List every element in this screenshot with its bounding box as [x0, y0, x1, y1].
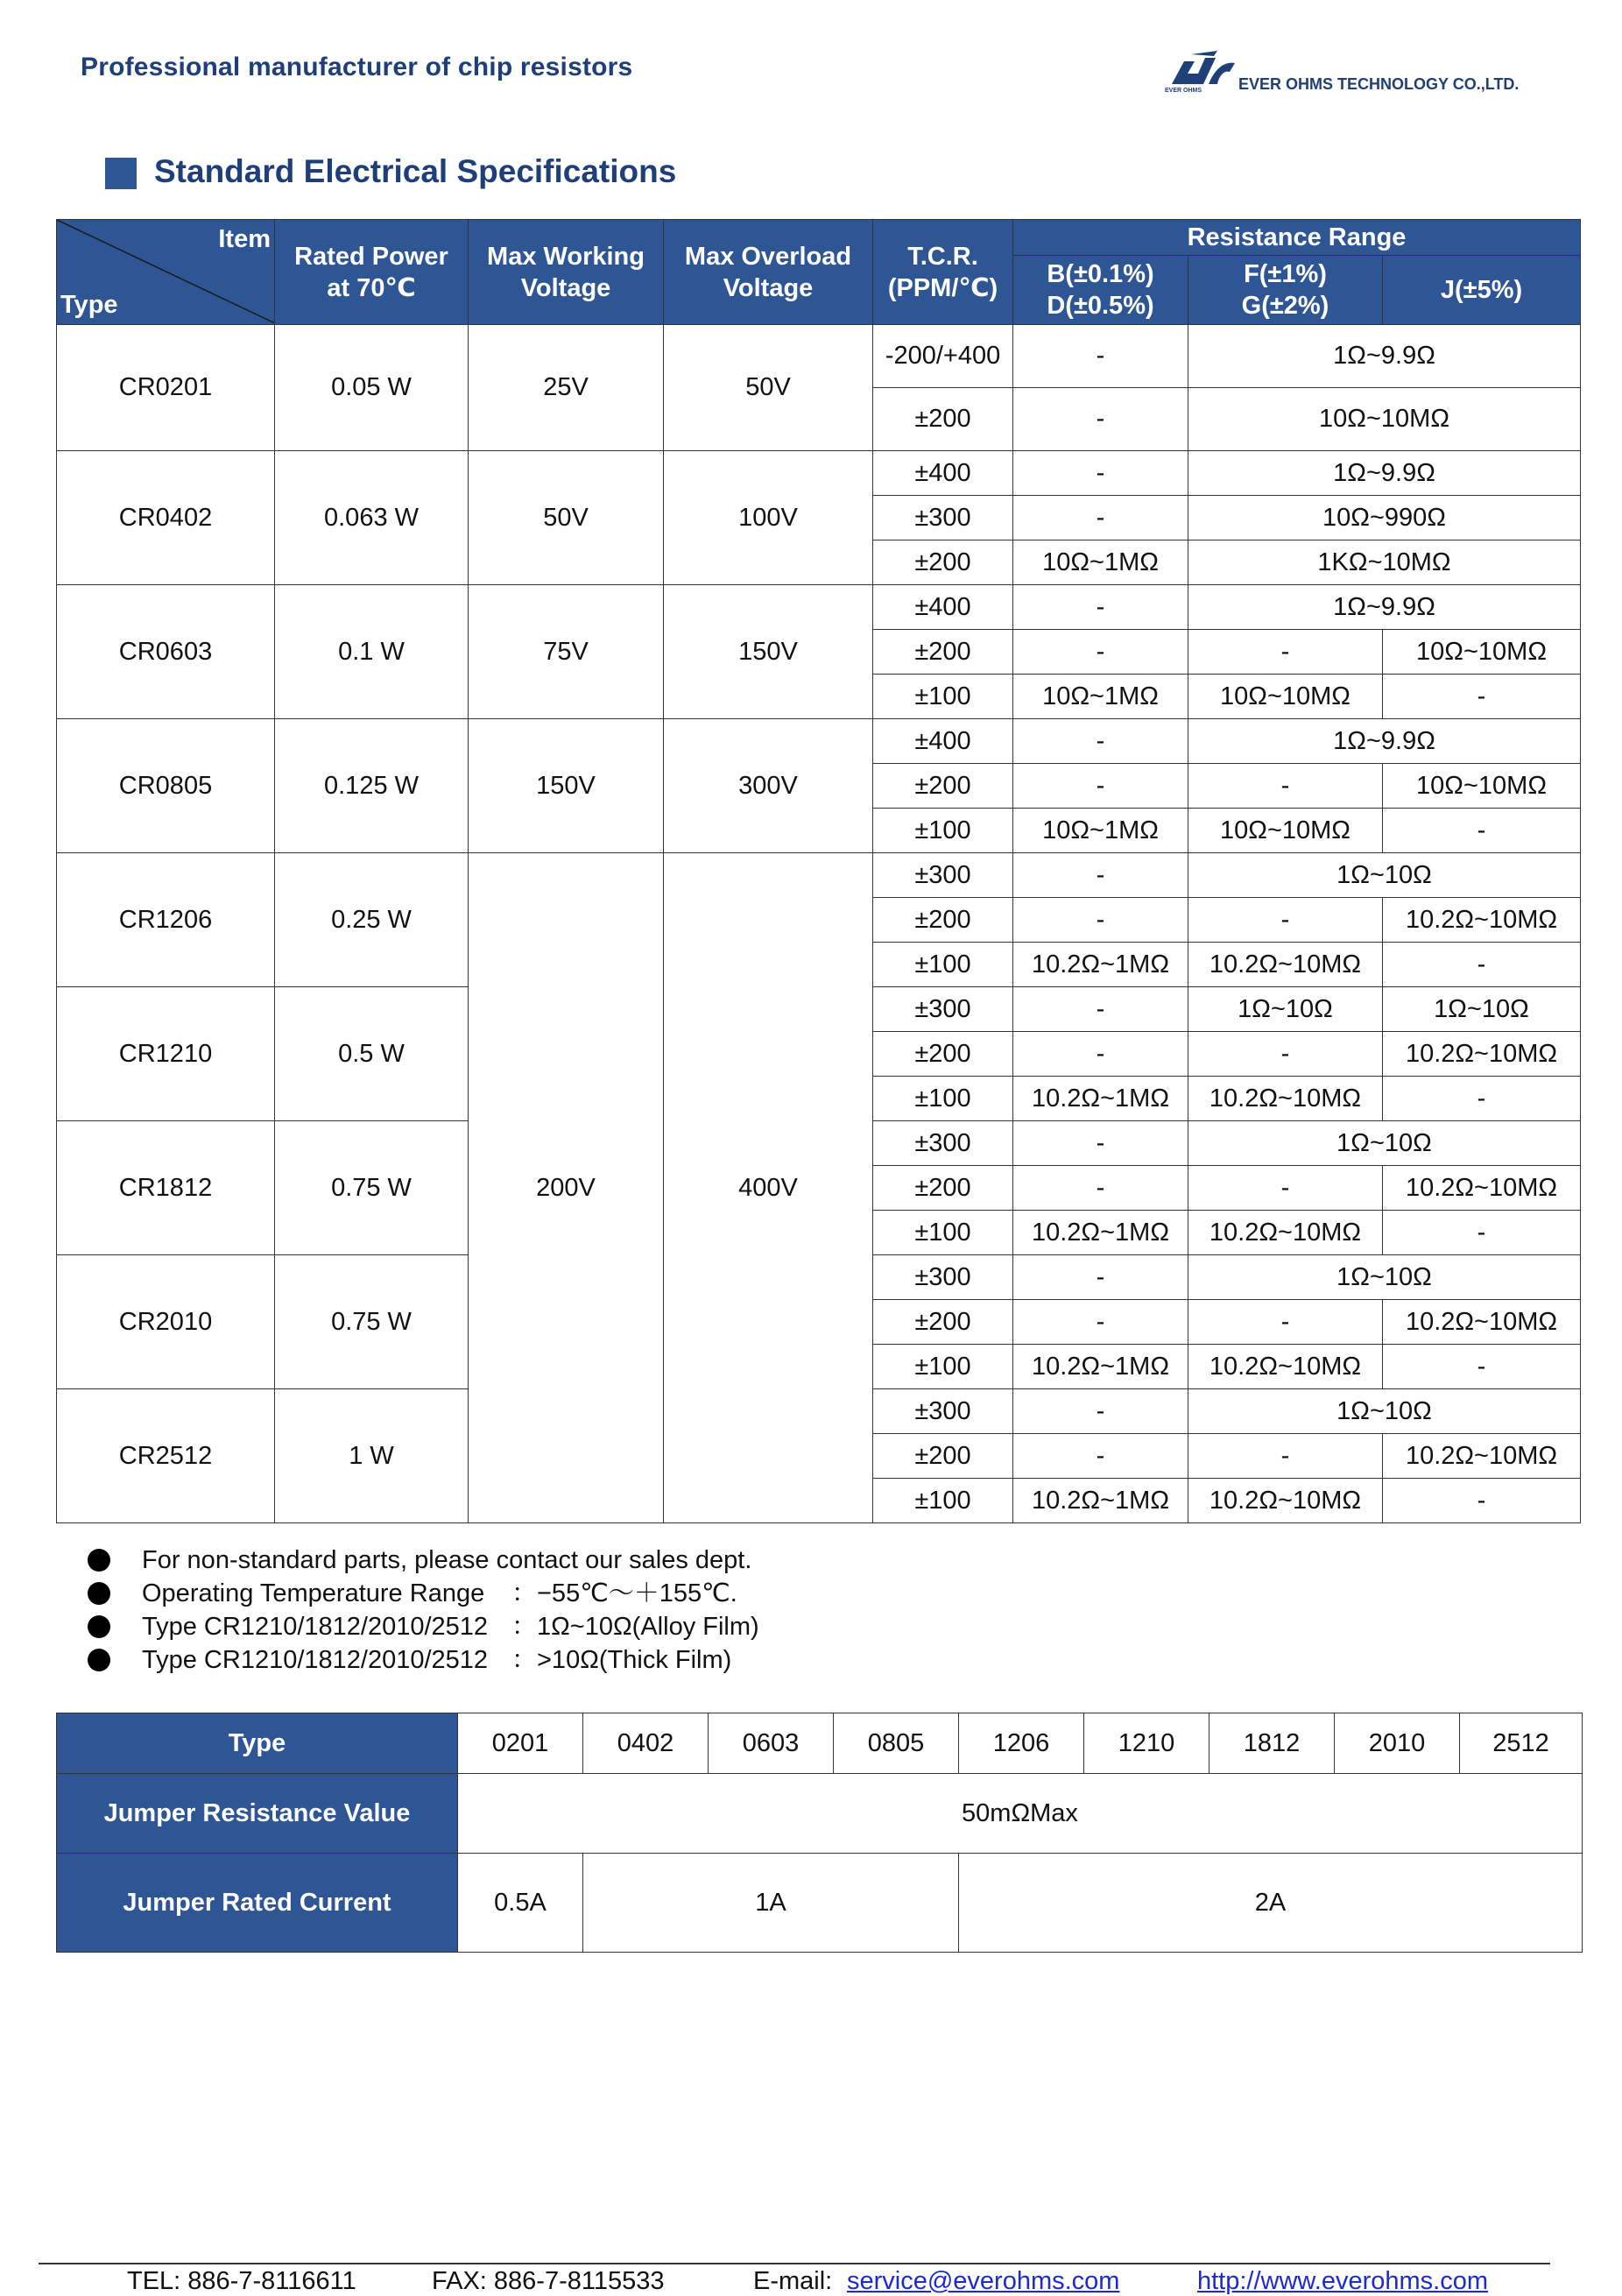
rated-power-cell: 0.75 W: [275, 1121, 469, 1255]
item-type-header: [57, 220, 275, 325]
jumper-resistance-row: [57, 1774, 1583, 1854]
tcr-cell: ±100: [873, 809, 1013, 853]
tcr-cell: ±300: [873, 853, 1013, 898]
type-cell: CR2512: [57, 1389, 275, 1523]
resistance-j-cell: 1Ω~10Ω: [1383, 987, 1581, 1032]
resistance-b-d-cell: -: [1013, 325, 1188, 388]
header-max-working-voltage: Max Working Voltage: [469, 220, 664, 325]
max-working-voltage-cell: 200V: [469, 853, 664, 1523]
rated-power-cell: 1 W: [275, 1389, 469, 1523]
jumper-size-cell: 2010: [1335, 1713, 1460, 1774]
jumper-current-cell: 2A: [959, 1854, 1583, 1953]
resistance-f-g-j-cell: 1Ω~10Ω: [1188, 1389, 1581, 1434]
resistance-f-g-cell: -: [1188, 1166, 1383, 1211]
header-tolerance-j: J(±5%): [1383, 256, 1581, 325]
resistance-j-cell: 10Ω~10MΩ: [1383, 630, 1581, 675]
resistance-f-g-cell: -: [1188, 764, 1383, 809]
jumper-size-cell: 0603: [709, 1713, 834, 1774]
resistance-b-d-cell: 10.2Ω~1MΩ: [1013, 1077, 1188, 1121]
max-working-voltage-cell: 25V: [469, 325, 664, 451]
resistance-f-g-cell: -: [1188, 1300, 1383, 1345]
resistance-f-g-cell: 10.2Ω~10MΩ: [1188, 1077, 1383, 1121]
tcr-cell: ±300: [873, 1389, 1013, 1434]
footer-divider: [39, 2263, 1550, 2264]
resistance-b-d-cell: 10Ω~1MΩ: [1013, 675, 1188, 719]
bullet-icon: [88, 1615, 110, 1638]
note-label: Type CR1210/1812/2010/2512: [142, 1613, 489, 1641]
jumper-current-label: Jumper Rated Current: [57, 1854, 458, 1953]
tcr-cell: ±100: [873, 1345, 1013, 1389]
tcr-cell: ±100: [873, 1479, 1013, 1523]
resistance-j-cell: -: [1383, 1211, 1581, 1255]
resistance-b-d-cell: -: [1013, 451, 1188, 496]
max-working-voltage-cell: 150V: [469, 719, 664, 853]
note-value: ：>10Ω(Thick Film): [511, 1646, 732, 1674]
resistance-f-g-cell: 1Ω~10Ω: [1188, 987, 1383, 1032]
resistance-j-cell: 10.2Ω~10MΩ: [1383, 898, 1581, 943]
resistance-j-cell: -: [1383, 675, 1581, 719]
spec-row: [57, 325, 1581, 388]
header-type: Type: [60, 291, 118, 319]
tcr-cell: ±200: [873, 630, 1013, 675]
resistance-f-g-j-cell: 1Ω~10Ω: [1188, 853, 1581, 898]
jumper-resistance-value: 50mΩMax: [458, 1774, 1583, 1854]
spec-row: [57, 585, 1581, 630]
max-overload-voltage-cell: 50V: [664, 325, 873, 451]
resistance-b-d-cell: -: [1013, 1434, 1188, 1479]
resistance-b-d-cell: -: [1013, 987, 1188, 1032]
resistance-f-g-j-cell: 1Ω~10Ω: [1188, 1121, 1581, 1166]
header-max-overload-voltage: Max Overload Voltage: [664, 220, 873, 325]
resistance-f-g-cell: 10.2Ω~10MΩ: [1188, 1345, 1383, 1389]
type-cell: CR2010: [57, 1255, 275, 1389]
resistance-b-d-cell: 10.2Ω~1MΩ: [1013, 1345, 1188, 1389]
resistance-b-d-cell: -: [1013, 1032, 1188, 1077]
tcr-cell: ±200: [873, 1300, 1013, 1345]
type-cell: CR0805: [57, 719, 275, 853]
type-cell: CR1210: [57, 987, 275, 1121]
resistance-j-cell: 10.2Ω~10MΩ: [1383, 1434, 1581, 1479]
jumper-current-cell: 0.5A: [458, 1854, 583, 1953]
rated-power-cell: 0.75 W: [275, 1255, 469, 1389]
resistance-j-cell: 10.2Ω~10MΩ: [1383, 1032, 1581, 1077]
spec-row: [57, 451, 1581, 496]
resistance-j-cell: -: [1383, 1077, 1581, 1121]
resistance-f-g-cell: 10.2Ω~10MΩ: [1188, 1479, 1383, 1523]
tcr-cell: ±200: [873, 1434, 1013, 1479]
note-value: ：1Ω~10Ω(Alloy Film): [511, 1613, 759, 1641]
jumper-size-cell: 0201: [458, 1713, 583, 1774]
max-overload-voltage-cell: 150V: [664, 585, 873, 719]
tcr-cell: ±200: [873, 898, 1013, 943]
footer-fax: FAX: 886-7-8115533: [432, 2267, 665, 2295]
resistance-f-g-cell: 10.2Ω~10MΩ: [1188, 1211, 1383, 1255]
resistance-b-d-cell: -: [1013, 719, 1188, 764]
resistance-j-cell: 10.2Ω~10MΩ: [1383, 1166, 1581, 1211]
note-label: Operating Temperature Range: [142, 1579, 485, 1607]
resistance-b-d-cell: 10.2Ω~1MΩ: [1013, 943, 1188, 987]
header-item: Item: [218, 225, 271, 253]
tcr-cell: ±300: [873, 1121, 1013, 1166]
resistance-f-g-j-cell: 1Ω~9.9Ω: [1188, 585, 1581, 630]
notes-list: [88, 1544, 759, 1677]
resistance-f-g-j-cell: 10Ω~990Ω: [1188, 496, 1581, 540]
resistance-f-g-j-cell: 1Ω~9.9Ω: [1188, 325, 1581, 388]
resistance-b-d-cell: 10Ω~1MΩ: [1013, 809, 1188, 853]
resistance-b-d-cell: 10.2Ω~1MΩ: [1013, 1479, 1188, 1523]
jumper-type-label: Type: [57, 1713, 458, 1774]
header-rated-power: Rated Power at 70℃: [275, 220, 469, 325]
resistance-b-d-cell: -: [1013, 630, 1188, 675]
tcr-cell: ±400: [873, 585, 1013, 630]
footer-email-link[interactable]: service@everohms.com: [847, 2267, 1120, 2295]
resistance-f-g-cell: -: [1188, 898, 1383, 943]
rated-power-cell: 0.1 W: [275, 585, 469, 719]
resistance-b-d-cell: -: [1013, 764, 1188, 809]
resistance-b-d-cell: -: [1013, 1255, 1188, 1300]
resistance-j-cell: -: [1383, 943, 1581, 987]
jumper-size-cell: 1210: [1084, 1713, 1209, 1774]
resistance-b-d-cell: -: [1013, 1389, 1188, 1434]
tcr-cell: ±100: [873, 943, 1013, 987]
jumper-size-cell: 1206: [959, 1713, 1084, 1774]
bullet-icon: [88, 1549, 110, 1572]
tcr-cell: -200/+400: [873, 325, 1013, 388]
tcr-cell: ±200: [873, 388, 1013, 451]
rated-power-cell: 0.125 W: [275, 719, 469, 853]
note-label: For non-standard parts, please contact our sales dept.: [142, 1546, 752, 1574]
spec-table-body: [57, 325, 1581, 1523]
resistance-f-g-cell: 10Ω~10MΩ: [1188, 675, 1383, 719]
resistance-f-g-cell: -: [1188, 630, 1383, 675]
resistance-j-cell: 10.2Ω~10MΩ: [1383, 1300, 1581, 1345]
header-tagline: Professional manufacturer of chip resistors: [81, 53, 633, 81]
max-working-voltage-cell: 50V: [469, 451, 664, 585]
header-tolerance-b-d: B(±0.1%) D(±0.5%): [1013, 256, 1188, 325]
resistance-b-d-cell: -: [1013, 1166, 1188, 1211]
resistance-b-d-cell: -: [1013, 1300, 1188, 1345]
resistance-b-d-cell: -: [1013, 388, 1188, 451]
jumper-size-cell: 0402: [583, 1713, 709, 1774]
resistance-j-cell: 10Ω~10MΩ: [1383, 764, 1581, 809]
resistance-f-g-cell: 10.2Ω~10MΩ: [1188, 943, 1383, 987]
jumper-resistance-label: Jumper Resistance Value: [57, 1774, 458, 1854]
tcr-cell: ±300: [873, 496, 1013, 540]
bullet-icon: [88, 1649, 110, 1671]
jumper-size-cell: 1812: [1209, 1713, 1335, 1774]
tcr-cell: ±400: [873, 451, 1013, 496]
header-tolerance-f-g: F(±1%) G(±2%): [1188, 256, 1383, 325]
jumper-size-cell: 2512: [1460, 1713, 1583, 1774]
tcr-cell: ±100: [873, 1077, 1013, 1121]
note-item: [88, 1577, 759, 1610]
rated-power-cell: 0.063 W: [275, 451, 469, 585]
jumper-type-row: [57, 1713, 1583, 1774]
spec-row: [57, 719, 1581, 764]
resistance-b-d-cell: -: [1013, 898, 1188, 943]
tcr-cell: ±200: [873, 1166, 1013, 1211]
header-resistance-range: Resistance Range: [1013, 220, 1581, 256]
resistance-b-d-cell: -: [1013, 496, 1188, 540]
tcr-cell: ±200: [873, 764, 1013, 809]
tcr-cell: ±100: [873, 675, 1013, 719]
type-cell: CR1206: [57, 853, 275, 987]
resistance-j-cell: -: [1383, 1479, 1581, 1523]
jumper-current-cell: 1A: [583, 1854, 959, 1953]
tcr-cell: ±400: [873, 719, 1013, 764]
resistance-b-d-cell: -: [1013, 1121, 1188, 1166]
rated-power-cell: 0.05 W: [275, 325, 469, 451]
note-item: [88, 1643, 759, 1677]
resistance-j-cell: -: [1383, 1345, 1581, 1389]
resistance-j-cell: -: [1383, 809, 1581, 853]
logo-small-text: EVER OHMS: [1165, 88, 1202, 94]
electrical-spec-table: [56, 219, 1581, 1523]
resistance-f-g-cell: -: [1188, 1434, 1383, 1479]
max-overload-voltage-cell: 400V: [664, 853, 873, 1523]
resistance-b-d-cell: -: [1013, 585, 1188, 630]
tcr-cell: ±200: [873, 1032, 1013, 1077]
resistance-f-g-j-cell: 10Ω~10MΩ: [1188, 388, 1581, 451]
company-name: EVER OHMS TECHNOLOGY CO.,LTD.: [1238, 75, 1520, 93]
resistance-b-d-cell: 10.2Ω~1MΩ: [1013, 1211, 1188, 1255]
resistance-f-g-j-cell: 1Ω~10Ω: [1188, 1255, 1581, 1300]
resistance-f-g-j-cell: 1Ω~9.9Ω: [1188, 719, 1581, 764]
tcr-cell: ±200: [873, 540, 1013, 585]
type-cell: CR0402: [57, 451, 275, 585]
type-cell: CR0603: [57, 585, 275, 719]
rated-power-cell: 0.5 W: [275, 987, 469, 1121]
jumper-spec-table: [56, 1713, 1583, 1953]
bullet-icon: [88, 1582, 110, 1605]
type-cell: CR1812: [57, 1121, 275, 1255]
max-working-voltage-cell: 75V: [469, 585, 664, 719]
footer-tel: TEL: 886-7-8116611: [127, 2267, 356, 2295]
jumper-current-row: [57, 1854, 1583, 1953]
section-square-icon: [105, 158, 137, 189]
section-title: Standard Electrical Specifications: [154, 153, 677, 189]
jumper-size-cell: 0805: [834, 1713, 959, 1774]
ever-ohms-logo-icon: [1165, 49, 1244, 93]
note-value: ：−55℃～＋155℃.: [511, 1579, 737, 1607]
max-overload-voltage-cell: 300V: [664, 719, 873, 853]
resistance-f-g-cell: -: [1188, 1032, 1383, 1077]
type-cell: CR0201: [57, 325, 275, 451]
header-tcr: T.C.R. (PPM/℃): [873, 220, 1013, 325]
footer-email-label: E-mail:: [753, 2267, 833, 2295]
resistance-b-d-cell: 10Ω~1MΩ: [1013, 540, 1188, 585]
resistance-b-d-cell: -: [1013, 853, 1188, 898]
tcr-cell: ±300: [873, 1255, 1013, 1300]
resistance-f-g-cell: 10Ω~10MΩ: [1188, 809, 1383, 853]
note-item: [88, 1610, 759, 1643]
note-label: Type CR1210/1812/2010/2512: [142, 1646, 489, 1674]
resistance-f-g-j-cell: 1Ω~9.9Ω: [1188, 451, 1581, 496]
tcr-cell: ±100: [873, 1211, 1013, 1255]
spec-row: [57, 853, 1581, 898]
tcr-cell: ±300: [873, 987, 1013, 1032]
resistance-f-g-j-cell: 1KΩ~10MΩ: [1188, 540, 1581, 585]
rated-power-cell: 0.25 W: [275, 853, 469, 987]
footer-website-link[interactable]: http://www.everohms.com: [1197, 2267, 1488, 2295]
note-item: [88, 1544, 759, 1577]
max-overload-voltage-cell: 100V: [664, 451, 873, 585]
company-logo: [1165, 49, 1550, 102]
